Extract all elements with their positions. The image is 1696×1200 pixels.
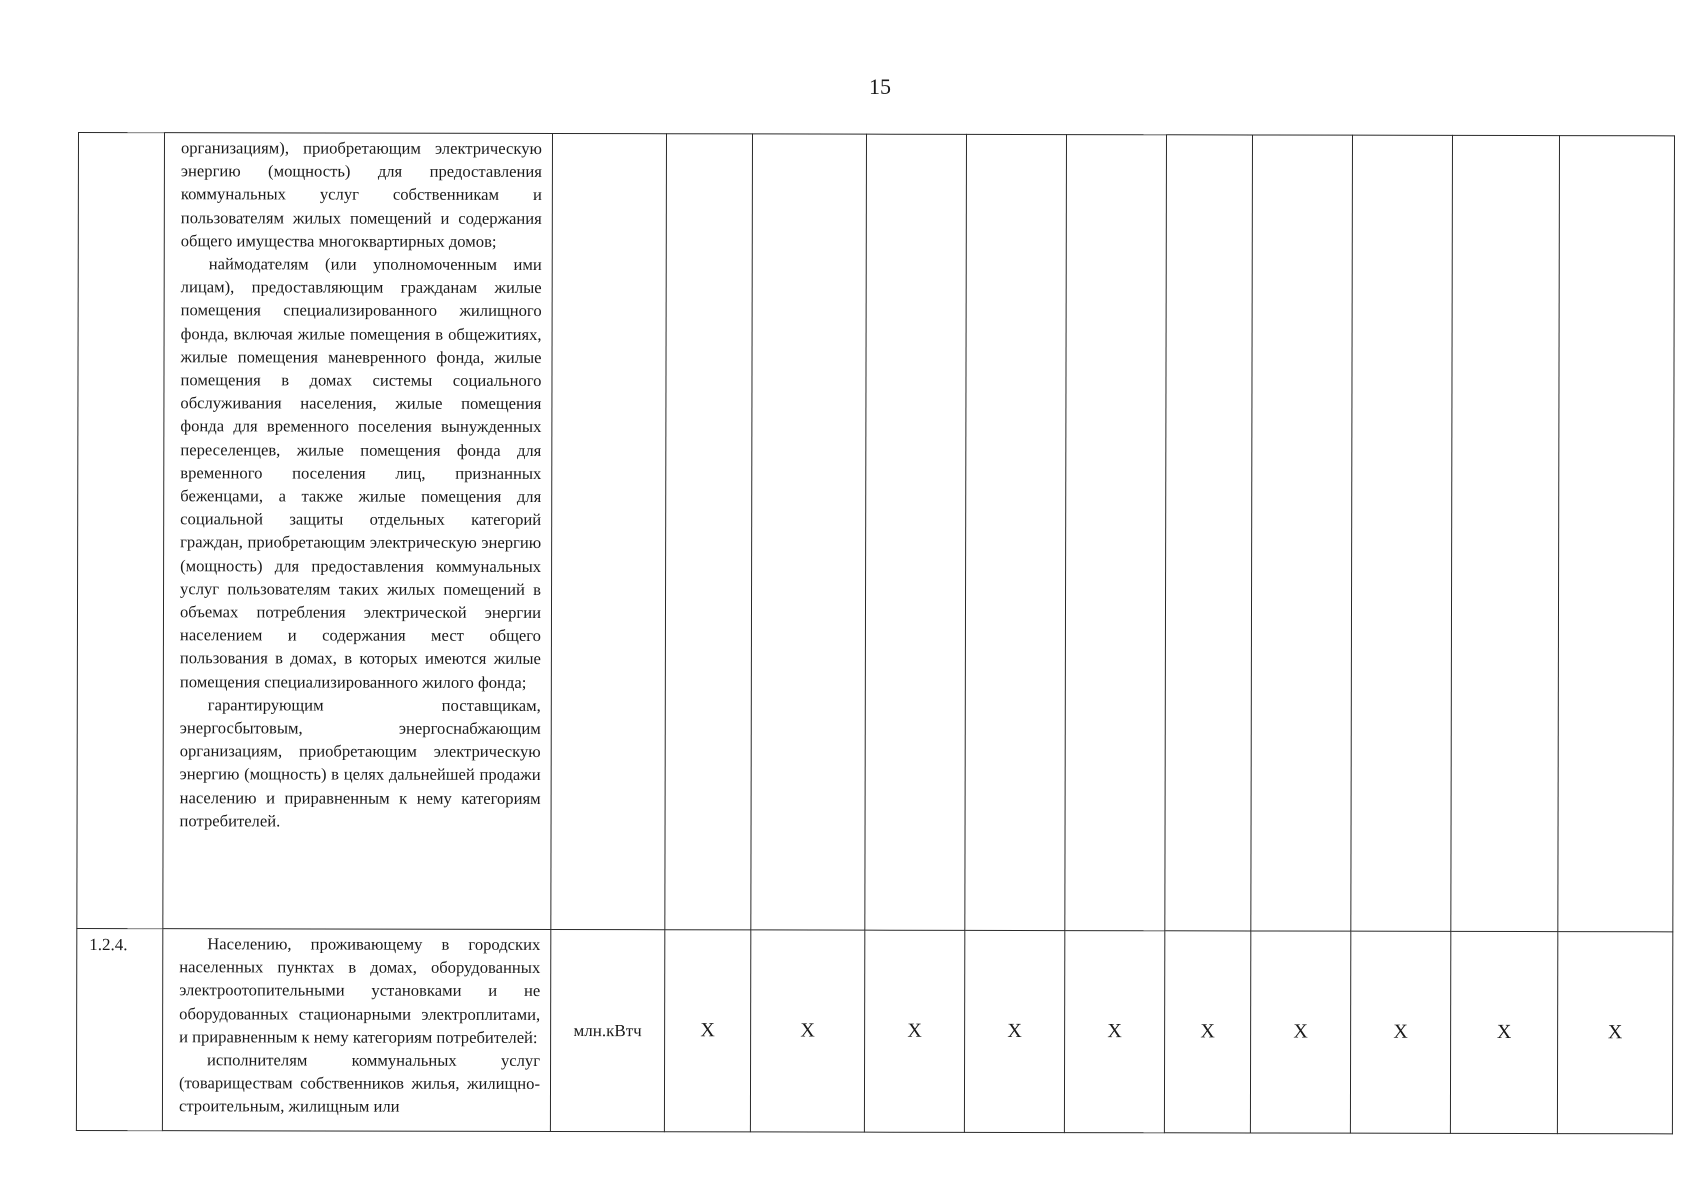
- row-value: X: [1064, 931, 1164, 1133]
- row-value: X: [1450, 931, 1557, 1133]
- row-value: X: [1557, 932, 1672, 1134]
- row-value: [1451, 135, 1560, 931]
- row-value: X: [964, 930, 1064, 1132]
- row-value: [751, 134, 867, 930]
- row-value: [1251, 135, 1353, 931]
- description-paragraph: исполнителям коммунальных услуг (товариществам собственников жилья, жилищно-строительным, жилищным или: [178, 1050, 541, 1117]
- row-value: [1558, 136, 1675, 932]
- tariff-table: [76, 132, 1675, 1134]
- row-value: [1065, 135, 1167, 931]
- row-unit: [551, 133, 667, 929]
- row-value: X: [1250, 931, 1350, 1133]
- description-paragraph: Населению, проживающему в городских населенных пунктах в домах, оборудованных электроотопительными установками и не оборудованных стационарными электроплитами, и приравненным к нему категориям потребителей:: [179, 934, 541, 1047]
- page-number: 15: [869, 74, 891, 99]
- row-value: [1165, 135, 1253, 931]
- row-value: X: [1350, 931, 1450, 1133]
- row-value: X: [664, 930, 750, 1132]
- row-value: X: [864, 930, 964, 1132]
- row-value: X: [1164, 931, 1250, 1133]
- row-unit: млн.кВтч: [550, 929, 664, 1131]
- row-number: 1.2.4.: [76, 928, 162, 1130]
- row-value: [665, 134, 753, 930]
- row-number: [77, 133, 165, 929]
- row-value: [965, 134, 1067, 930]
- row-value: [865, 134, 967, 930]
- row-description: [162, 929, 550, 1132]
- table-row: [77, 133, 1675, 932]
- row-value: [1351, 135, 1453, 931]
- row-description: [163, 133, 553, 930]
- description-paragraph: гарантирующим поставщикам, энергосбытовым, энергоснабжающим организациям, приобретающим электрическую энергию (мощность) в целях дальнейшей продажи населению и приравненным к нему категориям потребителей.: [179, 695, 541, 831]
- row-value: X: [750, 930, 864, 1132]
- description-paragraph: наймодателям (или уполномоченным ими лицам), предоставляющим гражданам жилые помещения специализированного жилищного фонда, включая жилые помещения в общежитиях, жилые помещения маневренного фонда, жилые помещения в домах системы социального обслуживания населения, жилые помещения фонда для временного поселения вынужденных переселенцев, жилые помещения фонда для временного поселения лиц, признанных беженцами, а также жилые помещения для социальной защиты отдельных категорий граждан, приобретающим электрическую энергию (мощность) для предоставления коммунальных услуг пользователям таких жилых помещений в объемах потребления электрической энергии населением и содержания мест общего пользования в домах, в которых имеются жилые помещения специализированного жилого фонда;: [179, 254, 542, 692]
- table-row: [76, 928, 1672, 1133]
- description-paragraph: организациям), приобретающим электрическую энергию (мощность) для предоставления коммунальных услуг собственникам и пользователям жилых помещений и содержания общего имущества многоквартирных домов;: [180, 138, 542, 251]
